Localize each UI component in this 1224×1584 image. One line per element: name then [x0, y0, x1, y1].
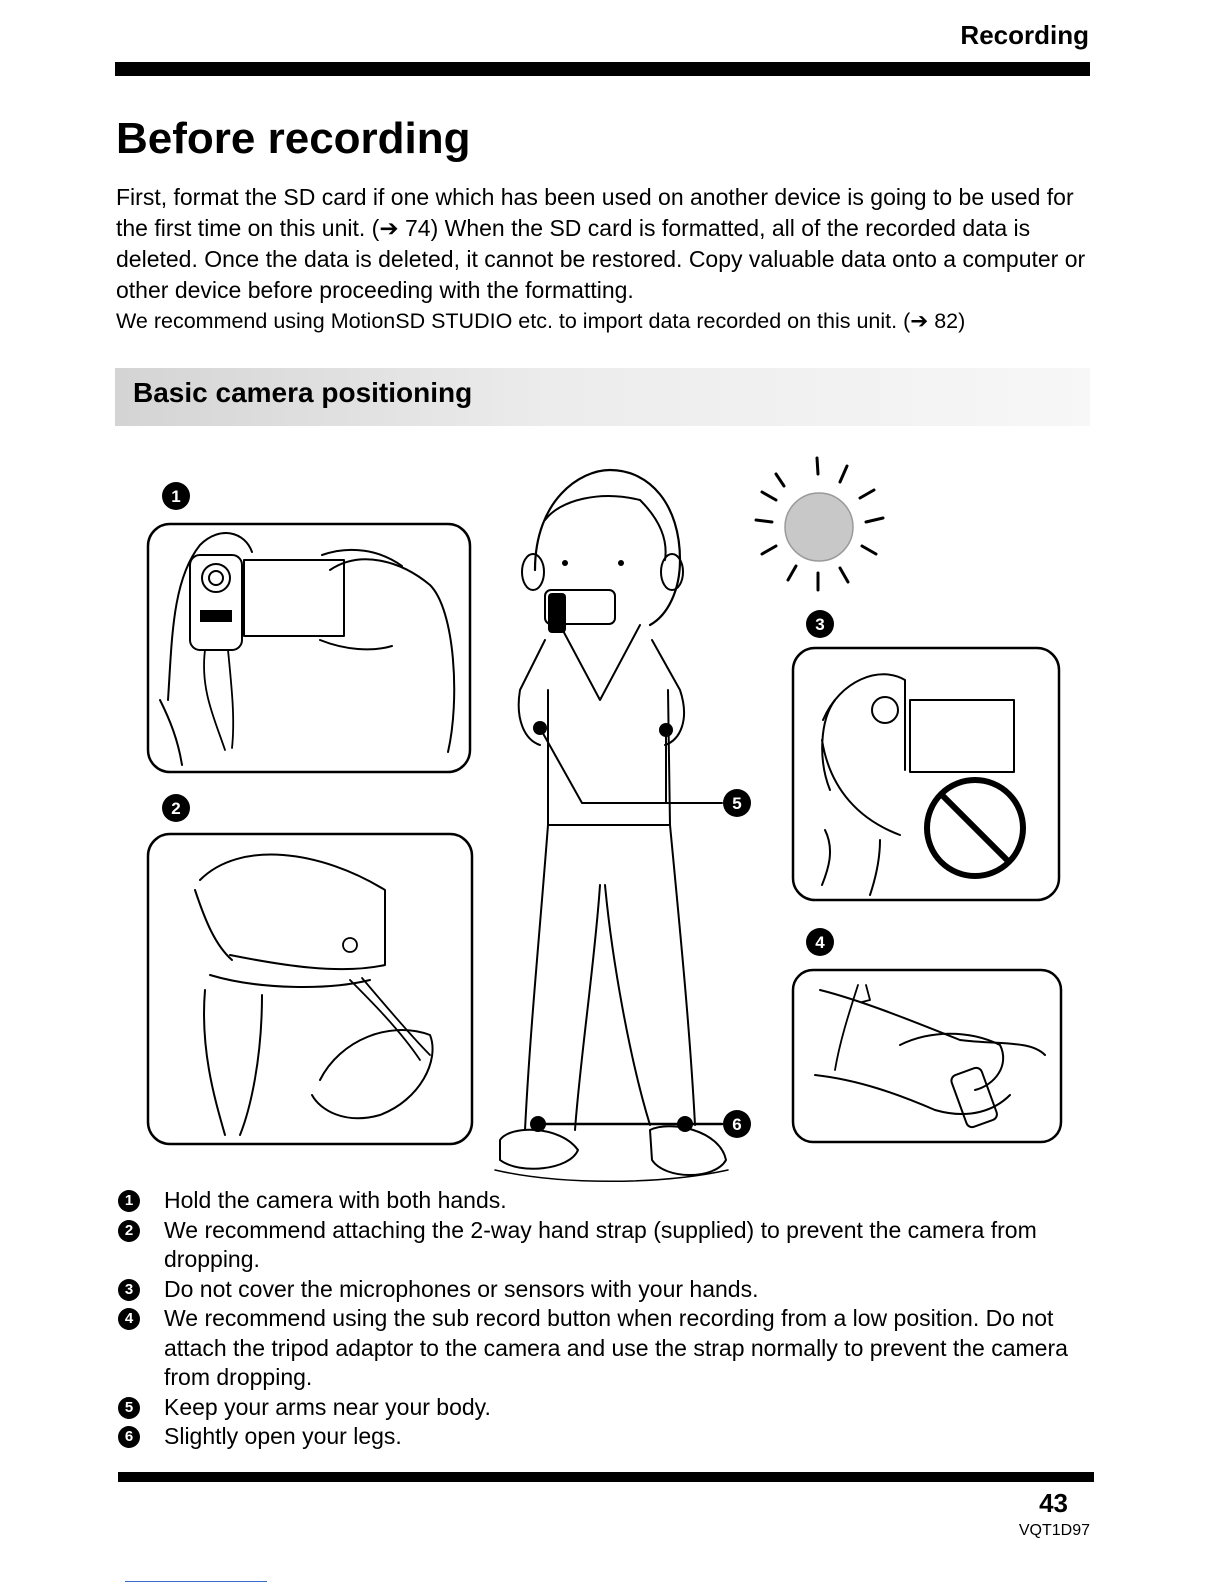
- panel-do-not-cover: [793, 648, 1059, 900]
- footer-line: [125, 1581, 267, 1582]
- note-text: Hold the camera with both hands.: [164, 1187, 507, 1213]
- callout-label: 3: [815, 615, 825, 634]
- intro-recommendation: We recommend using MotionSD STUDIO etc. to import data recorded on this unit. (➔ 82): [116, 309, 966, 333]
- callout-4: [806, 928, 834, 956]
- number-badge: 5: [118, 1397, 140, 1419]
- note-text: Do not cover the microphones or sensors with your hands.: [164, 1275, 759, 1302]
- note-item: [118, 1393, 1108, 1423]
- positioning-notes: [118, 1186, 1108, 1452]
- note-text: Slightly open your legs.: [164, 1423, 402, 1449]
- callout-6: [723, 1110, 751, 1138]
- document-code: VQT1D97: [1018, 1522, 1090, 1539]
- panel-hold-both-hands: [148, 524, 470, 772]
- number-badge: 6: [118, 1426, 140, 1448]
- callout-label: 2: [171, 799, 181, 818]
- note-item: [118, 1186, 1108, 1216]
- number-badge: 3: [118, 1279, 140, 1301]
- person-figure: [495, 470, 728, 1181]
- note-item: [118, 1216, 1108, 1275]
- callout-label: 1: [171, 487, 181, 506]
- section-title: Basic camera positioning: [133, 377, 473, 408]
- note-text: Keep your arms near your body.: [164, 1393, 491, 1420]
- page-number: 43: [1039, 1488, 1068, 1518]
- intro-text: [116, 182, 1096, 337]
- sun-icon: [756, 458, 883, 590]
- note-text: We recommend attaching the 2-way hand strap (supplied) to prevent the camera from dropping.: [164, 1216, 1037, 1272]
- number-badge: 1: [118, 1190, 140, 1212]
- intro-paragraph: First, format the SD card if one which has been used on another device is going to be used for the first time on this unit. (➔ 74) When the SD card is formatted, all of the recorded data is deleted. Once the data is deleted, it cannot be restored. Copy valuable data onto a computer or other device before proceeding with the formatting.: [116, 184, 1086, 303]
- panel-hand-strap: [148, 834, 472, 1144]
- note-text: We recommend using the sub record button when recording from a low position. Do not attach the tripod adaptor to the camera and use the strap normally to prevent the camera from dropping.: [164, 1305, 1068, 1390]
- callout-label: 6: [732, 1115, 742, 1134]
- note-item: [118, 1422, 1108, 1452]
- bottom-rule: [118, 1472, 1094, 1482]
- running-header: Recording: [960, 20, 1089, 50]
- number-badge: 2: [118, 1220, 140, 1242]
- page-title: Before recording: [116, 114, 471, 163]
- callout-label: 5: [732, 794, 742, 813]
- top-rule: [115, 62, 1090, 76]
- callout-2: [162, 794, 190, 822]
- camera-positioning-illustration: [0, 440, 1224, 1185]
- callout-5: [723, 789, 751, 817]
- number-badge: 4: [118, 1308, 140, 1330]
- note-item: [118, 1304, 1108, 1393]
- callout-label: 4: [815, 933, 825, 952]
- note-item: [118, 1275, 1108, 1305]
- callout-1: [162, 482, 190, 510]
- callout-3: [806, 610, 834, 638]
- panel-low-position: [793, 970, 1061, 1142]
